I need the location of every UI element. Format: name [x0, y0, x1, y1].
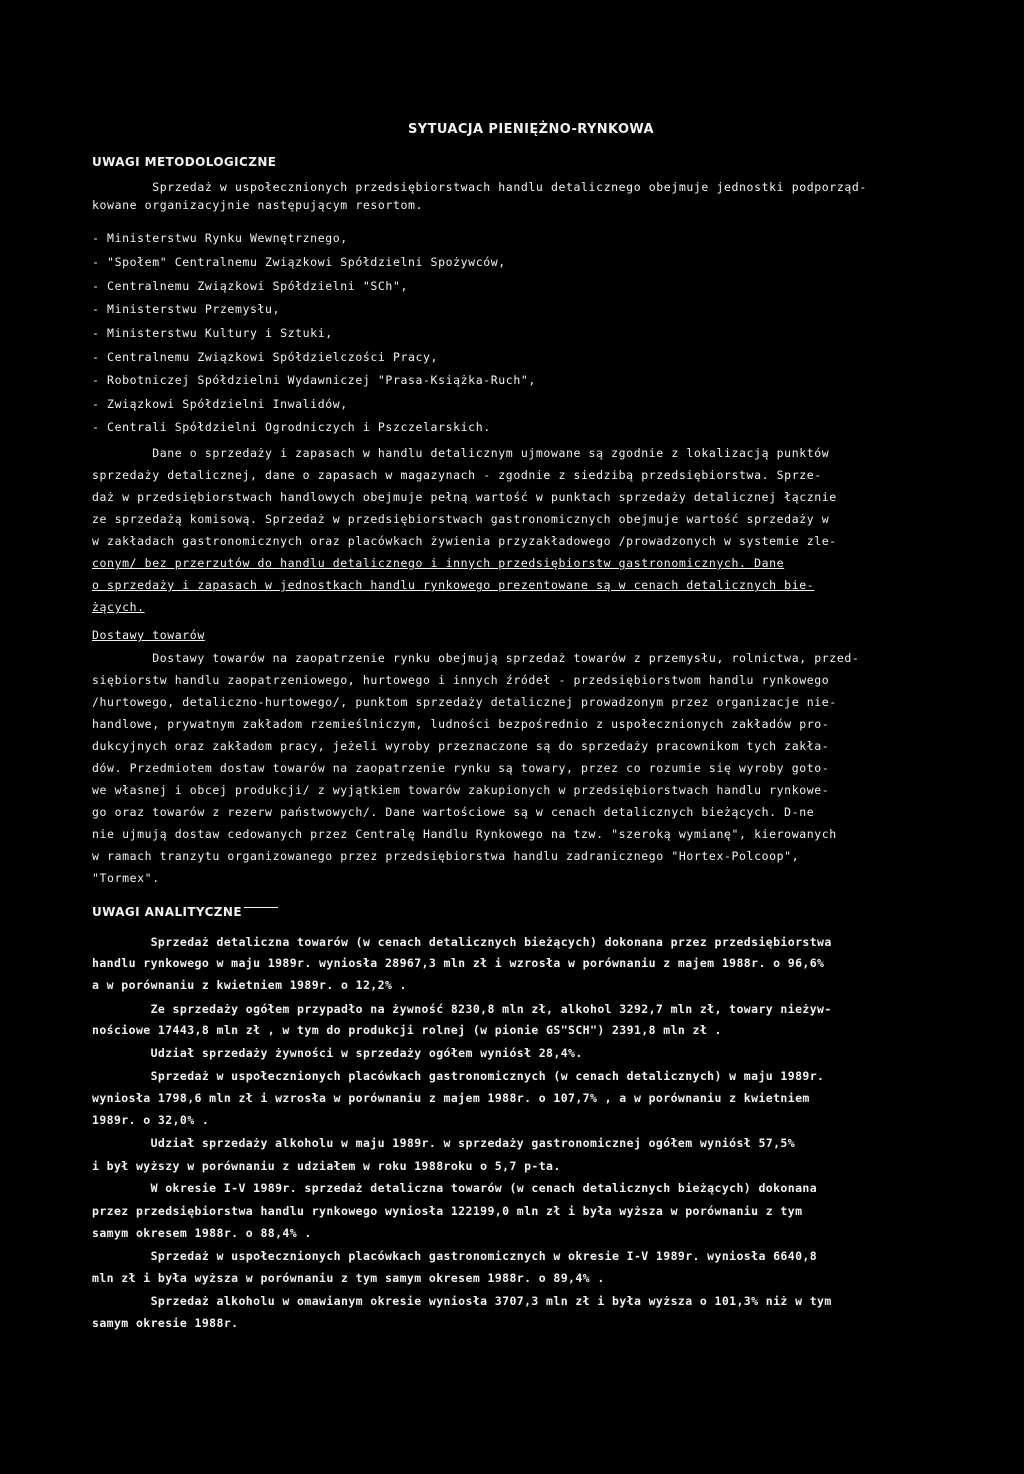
analysis-line: W okresie I-V 1989r. sprzedaż detaliczna towarów (w cenach detalicznych bieżących) dokonana	[92, 1181, 818, 1195]
deliveries-line: dukcyjnych oraz zakładom pracy, jeżeli wyroby przeznaczone są do sprzedaży pracownikom tych zakła-	[92, 739, 830, 753]
heading-deliveries: Dostawy towarów	[92, 628, 205, 642]
analysis-line: i był wyższy w porównaniu z udziałem w roku 1988roku o 5,7 p-ta.	[92, 1159, 561, 1173]
heading-rule	[244, 907, 278, 908]
list-item: - Ministerstwu Przemysłu,	[92, 302, 281, 316]
deliveries-line: nie ujmują dostaw cedowanych przez Centralę Handlu Rynkowego na tzw. "szeroką wymianę", kierowanych	[92, 827, 837, 841]
methodology-line: Dane o sprzedaży i zapasach w handlu detalicznym ujmowane są zgodnie z lokalizacją punktów	[92, 446, 830, 460]
analysis-line: nościowe 17443,8 mln zł , w tym do produkcji rolnej (w pionie GS"SCH") 2391,8 mln zł .	[92, 1023, 722, 1037]
methodology-line: ze sprzedażą komisową. Sprzedaż w przedsiębiorstwach gastronomicznych obejmuje wartość sprzedaży w	[92, 512, 830, 526]
deliveries-line: siębiorstw handlu zaopatrzeniowego, hurtowego i innych źródeł - przedsiębiorstwom handlu rynkowego	[92, 673, 830, 687]
methodology-line: Sprzedaż w uspołecznionych przedsiębiorstwach handlu detalicznego obejmuje jednostki podporząd-	[92, 180, 867, 194]
analysis-line: a w porównaniu z kwietniem 1989r. o 12,2% .	[92, 978, 407, 992]
list-item: - Centralnemu Związkowi Spółdzielni "SCh",	[92, 279, 408, 293]
analysis-line: Sprzedaż w uspołecznionych placówkach gastronomicznych w okresie I-V 1989r. wyniosła 6640,8	[92, 1249, 818, 1263]
heading-methodology: UWAGI METODOLOGICZNE	[92, 155, 277, 169]
analysis-line: Udział sprzedaży żywności w sprzedaży ogółem wyniósł 28,4%.	[92, 1046, 583, 1060]
list-item: - Robotniczej Spółdzielni Wydawniczej "Prasa-Książka-Ruch",	[92, 373, 536, 387]
deliveries-line: /hurtowego, detaliczno-hurtowego/, punktom sprzedaży detalicznej prowadzonym przez organizacje nie-	[92, 695, 837, 709]
deliveries-line: handlowe, prywatnym zakładom rzemieślniczym, ludności bezpośrednio z uspołecznionych zakładów pro-	[92, 717, 830, 731]
methodology-line: conym/ bez przerzutów do handlu detalicznego i innych przedsiębiorstw gastronomicznych. Dane	[92, 556, 785, 570]
list-item: - Ministerstwu Rynku Wewnętrznego,	[92, 231, 348, 245]
analysis-line: Sprzedaż w uspołecznionych placówkach gastronomicznych (w cenach detalicznych) w maju 1989r.	[92, 1069, 825, 1083]
analysis-line: wyniosła 1798,6 mln zł i wzrosła w porównaniu z majem 1988r. o 107,7% , a w porównaniu z kwietniem	[92, 1091, 810, 1105]
document-title: SYTUACJA PIENIĘŻNO-RYNKOWA	[408, 122, 655, 137]
analysis-line: Sprzedaż alkoholu w omawianym okresie wyniosła 3707,3 mln zł i była wyższa o 101,3% niż w tym	[92, 1294, 832, 1308]
analysis-line: Udział sprzedaży alkoholu w maju 1989r. w sprzedaży gastronomicznej ogółem wyniósł 57,5%	[92, 1136, 796, 1150]
analysis-line: Ze sprzedaży ogółem przypadło na żywność 8230,8 mln zł, alkohol 3292,7 mln zł, towary nieżyw-	[92, 1002, 832, 1016]
list-item: - Związkowi Spółdzielni Inwalidów,	[92, 397, 348, 411]
list-item: - Centrali Spółdzielni Ogrodniczych i Pszczelarskich.	[92, 420, 491, 434]
deliveries-line: "Tormex".	[92, 871, 160, 885]
deliveries-line: we własnej i obcej produkcji/ z wyjątkiem towarów zakupionych w przedsiębiorstwach handlu rynkowe-	[92, 783, 830, 797]
analysis-line: 1989r. o 32,0% .	[92, 1113, 210, 1127]
deliveries-line: dów. Przedmiotem dostaw towarów na zaopatrzenie rynku są towary, przez co rozumie się wyroby goto-	[92, 761, 830, 775]
analysis-line: Sprzedaż detaliczna towarów (w cenach detalicznych bieżących) dokonana przez przedsiębiorstwa	[92, 935, 832, 949]
methodology-line: o sprzedaży i zapasach w jednostkach handlu rynkowego prezentowane są w cenach detalicznych bie-	[92, 578, 815, 592]
heading-analytical	[92, 905, 278, 919]
analysis-line: mln zł i była wyższa w porównaniu z tym samym okresem 1988r. o 89,4% .	[92, 1271, 605, 1285]
analysis-line: samym okresie 1988r.	[92, 1316, 239, 1330]
heading-analytical-text: UWAGI ANALITYCZNE	[92, 905, 242, 919]
list-item: - Ministerstwu Kultury i Sztuki,	[92, 326, 333, 340]
methodology-line: w zakładach gastronomicznych oraz placówkach żywienia przyzakładowego /prowadzonych w systemie zle-	[92, 534, 837, 548]
methodology-line: żących.	[92, 600, 145, 614]
methodology-line: daż w przedsiębiorstwach handlowych obejmuje pełną wartość w punktach sprzedaży detalicznej łącznie	[92, 490, 837, 504]
list-item: - Centralnemu Związkowi Spółdzielczości Pracy,	[92, 350, 439, 364]
methodology-line: sprzedaży detalicznej, dane o zapasach w magazynach - zgodnie z siedzibą przedsiębiorstwa. Sprze-	[92, 468, 822, 482]
analysis-line: przez przedsiębiorstwa handlu rynkowego wyniosła 122199,0 mln zł i była wyższa w porównaniu z tym	[92, 1204, 803, 1218]
analysis-line: samym okresem 1988r. o 88,4% .	[92, 1226, 312, 1240]
deliveries-line: go oraz towarów z rezerw państwowych/. Dane wartościowe są w cenach detalicznych bieżących. D-ne	[92, 805, 815, 819]
list-item: - "Społem" Centralnemu Związkowi Spółdzielni Spożywców,	[92, 255, 506, 269]
deliveries-line: w ramach tranzytu organizowanego przez przedsiębiorstwa handlu zadranicznego "Hortex-Polcoop",	[92, 849, 800, 863]
methodology-line: kowane organizacyjnie następującym resortom.	[92, 198, 424, 212]
analysis-line: handlu rynkowego w maju 1989r. wyniosła 28967,3 mln zł i wzrosła w porównaniu z majem 1988r. o 96,6%	[92, 956, 825, 970]
deliveries-line: Dostawy towarów na zaopatrzenie rynku obejmują sprzedaż towarów z przemysłu, rolnictwa, przed-	[92, 651, 860, 665]
